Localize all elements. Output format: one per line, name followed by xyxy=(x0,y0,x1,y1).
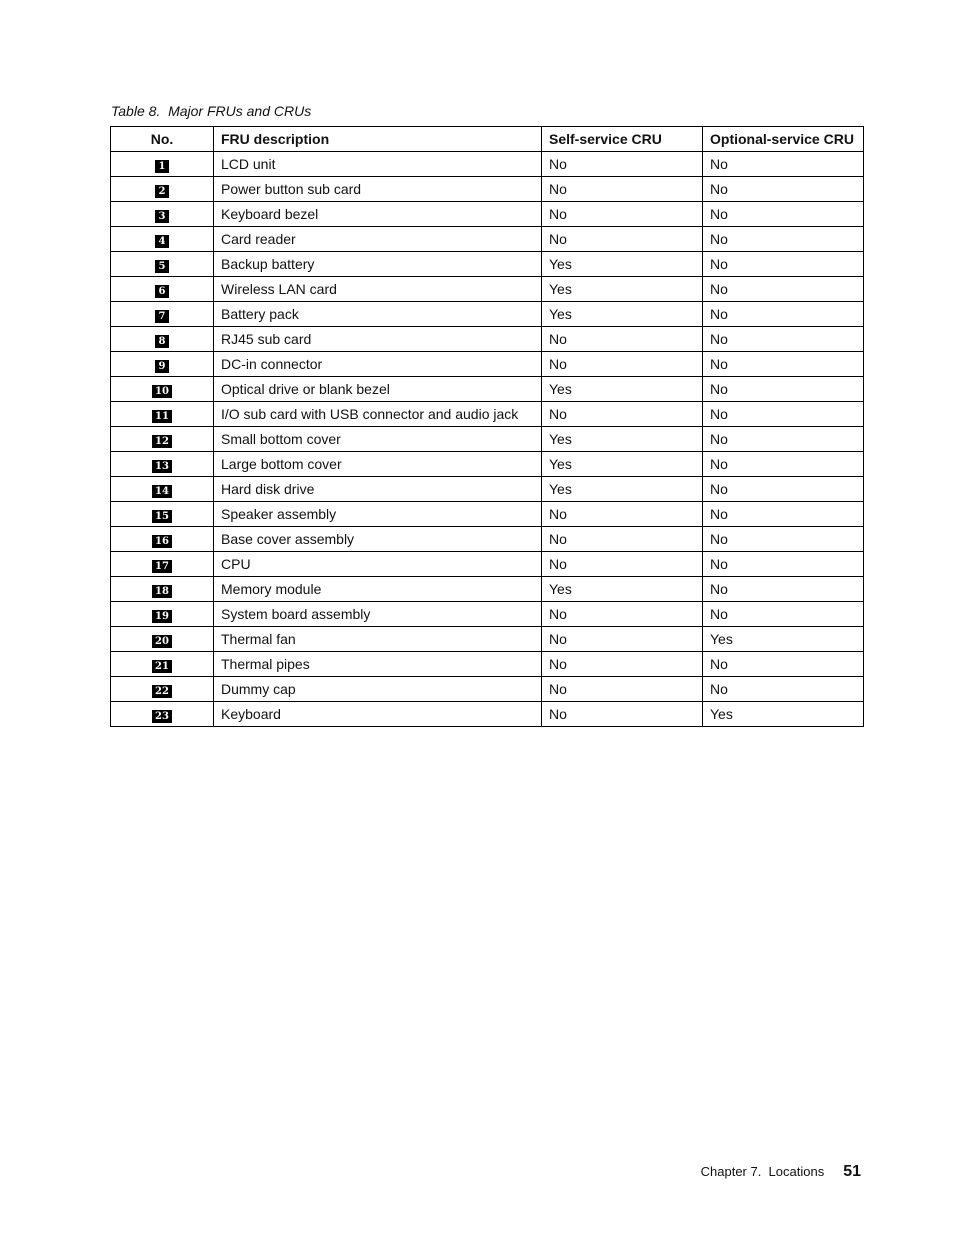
optional-service-cru-cell: No xyxy=(703,177,864,202)
fru-description-cell: Backup battery xyxy=(214,252,542,277)
header-fru-description: FRU description xyxy=(214,127,542,152)
self-service-cru-cell: Yes xyxy=(542,452,703,477)
row-number-cell xyxy=(111,202,214,227)
page-number: 51 xyxy=(843,1163,861,1180)
self-service-cru-cell: No xyxy=(542,327,703,352)
self-service-cru-cell: No xyxy=(542,202,703,227)
fru-description-cell: Large bottom cover xyxy=(214,452,542,477)
optional-service-cru-cell: No xyxy=(703,202,864,227)
table-row xyxy=(111,302,864,327)
callout-number-badge: 12 xyxy=(152,435,172,448)
row-number-cell xyxy=(111,427,214,452)
callout-number-badge: 9 xyxy=(155,360,169,373)
header-optional-service-cru: Optional-service CRU xyxy=(703,127,864,152)
callout-number-badge: 7 xyxy=(155,310,169,323)
self-service-cru-cell: No xyxy=(542,652,703,677)
table-row xyxy=(111,402,864,427)
callout-number-badge: 14 xyxy=(152,485,172,498)
row-number-cell xyxy=(111,702,214,727)
optional-service-cru-cell: No xyxy=(703,577,864,602)
table-row xyxy=(111,202,864,227)
callout-number-badge: 2 xyxy=(155,185,169,198)
self-service-cru-cell: No xyxy=(542,677,703,702)
optional-service-cru-cell: Yes xyxy=(703,627,864,652)
row-number-cell xyxy=(111,502,214,527)
self-service-cru-cell: Yes xyxy=(542,577,703,602)
row-number-cell xyxy=(111,327,214,352)
table-row xyxy=(111,652,864,677)
self-service-cru-cell: Yes xyxy=(542,252,703,277)
table-row xyxy=(111,452,864,477)
fru-description-cell: Power button sub card xyxy=(214,177,542,202)
self-service-cru-cell: No xyxy=(542,402,703,427)
table-row xyxy=(111,277,864,302)
row-number-cell xyxy=(111,302,214,327)
self-service-cru-cell: No xyxy=(542,152,703,177)
row-number-cell xyxy=(111,352,214,377)
table-header-row xyxy=(111,127,864,152)
table-row xyxy=(111,427,864,452)
table-row xyxy=(111,677,864,702)
row-number-cell xyxy=(111,577,214,602)
self-service-cru-cell: Yes xyxy=(542,302,703,327)
row-number-cell xyxy=(111,252,214,277)
table-row xyxy=(111,377,864,402)
callout-number-badge: 3 xyxy=(155,210,169,223)
fru-description-cell: Card reader xyxy=(214,227,542,252)
self-service-cru-cell: Yes xyxy=(542,477,703,502)
callout-number-badge: 11 xyxy=(152,410,172,423)
table-row xyxy=(111,627,864,652)
row-number-cell xyxy=(111,552,214,577)
callout-number-badge: 8 xyxy=(155,335,169,348)
optional-service-cru-cell: No xyxy=(703,227,864,252)
fru-description-cell: LCD unit xyxy=(214,152,542,177)
optional-service-cru-cell: No xyxy=(703,352,864,377)
optional-service-cru-cell: No xyxy=(703,602,864,627)
callout-number-badge: 1 xyxy=(155,160,169,173)
fru-description-cell: I/O sub card with USB connector and audio jack xyxy=(214,402,542,427)
page-footer xyxy=(701,1163,861,1181)
callout-number-badge: 10 xyxy=(152,385,172,398)
callout-number-badge: 15 xyxy=(152,510,172,523)
table-row xyxy=(111,152,864,177)
fru-description-cell: System board assembly xyxy=(214,602,542,627)
table-row xyxy=(111,252,864,277)
fru-description-cell: Base cover assembly xyxy=(214,527,542,552)
fru-description-cell: Thermal fan xyxy=(214,627,542,652)
header-self-service-cru: Self-service CRU xyxy=(542,127,703,152)
row-number-cell xyxy=(111,277,214,302)
callout-number-badge: 6 xyxy=(155,285,169,298)
fru-description-cell: Dummy cap xyxy=(214,677,542,702)
table-row xyxy=(111,227,864,252)
self-service-cru-cell: No xyxy=(542,702,703,727)
table-body xyxy=(111,152,864,727)
fru-description-cell: Memory module xyxy=(214,577,542,602)
fru-description-cell: Keyboard bezel xyxy=(214,202,542,227)
row-number-cell xyxy=(111,527,214,552)
fru-description-cell: DC-in connector xyxy=(214,352,542,377)
optional-service-cru-cell: No xyxy=(703,277,864,302)
fru-description-cell: CPU xyxy=(214,552,542,577)
callout-number-badge: 20 xyxy=(152,635,172,648)
callout-number-badge: 4 xyxy=(155,235,169,248)
optional-service-cru-cell: No xyxy=(703,402,864,427)
optional-service-cru-cell: No xyxy=(703,252,864,277)
row-number-cell xyxy=(111,677,214,702)
row-number-cell xyxy=(111,602,214,627)
self-service-cru-cell: Yes xyxy=(542,277,703,302)
self-service-cru-cell: Yes xyxy=(542,377,703,402)
row-number-cell xyxy=(111,227,214,252)
table-row xyxy=(111,352,864,377)
callout-number-badge: 18 xyxy=(152,585,172,598)
fru-description-cell: Keyboard xyxy=(214,702,542,727)
fru-description-cell: Hard disk drive xyxy=(214,477,542,502)
optional-service-cru-cell: No xyxy=(703,327,864,352)
optional-service-cru-cell: No xyxy=(703,427,864,452)
optional-service-cru-cell: No xyxy=(703,652,864,677)
optional-service-cru-cell: No xyxy=(703,552,864,577)
fru-cru-table xyxy=(110,126,864,727)
callout-number-badge: 23 xyxy=(152,710,172,723)
optional-service-cru-cell: No xyxy=(703,377,864,402)
row-number-cell xyxy=(111,177,214,202)
table-row xyxy=(111,477,864,502)
fru-description-cell: Speaker assembly xyxy=(214,502,542,527)
row-number-cell xyxy=(111,627,214,652)
header-no: No. xyxy=(111,127,214,152)
row-number-cell xyxy=(111,152,214,177)
callout-number-badge: 17 xyxy=(152,560,172,573)
table-row xyxy=(111,702,864,727)
optional-service-cru-cell: No xyxy=(703,152,864,177)
self-service-cru-cell: No xyxy=(542,352,703,377)
table-row xyxy=(111,552,864,577)
self-service-cru-cell: Yes xyxy=(542,427,703,452)
self-service-cru-cell: No xyxy=(542,602,703,627)
table-row xyxy=(111,527,864,552)
row-number-cell xyxy=(111,377,214,402)
self-service-cru-cell: No xyxy=(542,627,703,652)
self-service-cru-cell: No xyxy=(542,552,703,577)
table-row xyxy=(111,602,864,627)
table-row xyxy=(111,177,864,202)
table-row xyxy=(111,577,864,602)
optional-service-cru-cell: No xyxy=(703,302,864,327)
optional-service-cru-cell: Yes xyxy=(703,702,864,727)
optional-service-cru-cell: No xyxy=(703,452,864,477)
self-service-cru-cell: No xyxy=(542,502,703,527)
callout-number-badge: 22 xyxy=(152,685,172,698)
table-row xyxy=(111,327,864,352)
row-number-cell xyxy=(111,402,214,427)
chapter-label: Chapter 7. Locations xyxy=(700,1164,825,1179)
fru-description-cell: Optical drive or blank bezel xyxy=(214,377,542,402)
self-service-cru-cell: No xyxy=(542,177,703,202)
self-service-cru-cell: No xyxy=(542,527,703,552)
callout-number-badge: 19 xyxy=(152,610,172,623)
row-number-cell xyxy=(111,477,214,502)
fru-description-cell: Battery pack xyxy=(214,302,542,327)
table-row xyxy=(111,502,864,527)
callout-number-badge: 21 xyxy=(152,660,172,673)
optional-service-cru-cell: No xyxy=(703,502,864,527)
callout-number-badge: 16 xyxy=(152,535,172,548)
row-number-cell xyxy=(111,452,214,477)
optional-service-cru-cell: No xyxy=(703,477,864,502)
row-number-cell xyxy=(111,652,214,677)
optional-service-cru-cell: No xyxy=(703,677,864,702)
table-caption: Table 8. Major FRUs and CRUs xyxy=(111,103,312,119)
fru-description-cell: RJ45 sub card xyxy=(214,327,542,352)
fru-description-cell: Wireless LAN card xyxy=(214,277,542,302)
fru-description-cell: Small bottom cover xyxy=(214,427,542,452)
callout-number-badge: 5 xyxy=(155,260,169,273)
callout-number-badge: 13 xyxy=(152,460,172,473)
optional-service-cru-cell: No xyxy=(703,527,864,552)
self-service-cru-cell: No xyxy=(542,227,703,252)
fru-description-cell: Thermal pipes xyxy=(214,652,542,677)
